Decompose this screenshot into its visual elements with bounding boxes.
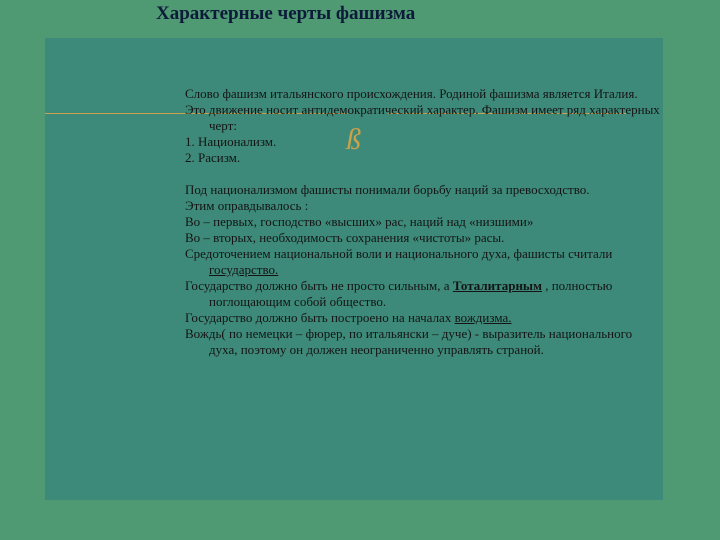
list-item: 2. Расизм. [185,150,241,165]
paragraph [185,246,660,278]
ornament-icon: ß [346,123,361,156]
paragraph: Это движение носит антидемократический характер. Фашизм имеет ряд характерных черт: [185,102,660,133]
slide-title: Характерные черты фашизма [156,3,416,24]
totalitarian-before: Государство должно быть не просто сильным, а [185,278,453,293]
list-item: 1. Национализм. [185,134,277,149]
totalitarian-after: , полностью поглощающим собой общество. [209,278,613,309]
paragraph: Этим оправдывалось : [185,198,309,213]
slide-body [185,86,660,358]
paragraph [185,310,660,326]
totalitarian-bold: Тоталитарным [452,278,542,293]
paragraph: Под национализмом фашисты понимали борьбу наций за превосходство. [185,182,590,197]
center-text: Средоточением национальной воли и национального духа, фашисты считали [185,246,613,261]
paragraph: Во – вторых, необходимость сохранения «чистоты» расы. [185,230,505,245]
leader-text: Государство должно быть построено на началах вождизма. [185,310,512,325]
leader-underlined: вождизма. [454,310,512,325]
paragraph: Во – первых, господство «высших» рас, наций над «низшими» [185,214,534,229]
paragraph [185,278,660,310]
center-underlined: государство. [209,262,279,277]
paragraph: Слово фашизм итальянского происхождения. Родиной фашизма является Италия. [185,86,638,101]
paragraph: Вождь( по немецки – фюрер, по итальянски – дуче) - выразитель национального духа, поэтому он должен неограниченно управлять страной. [185,326,633,357]
